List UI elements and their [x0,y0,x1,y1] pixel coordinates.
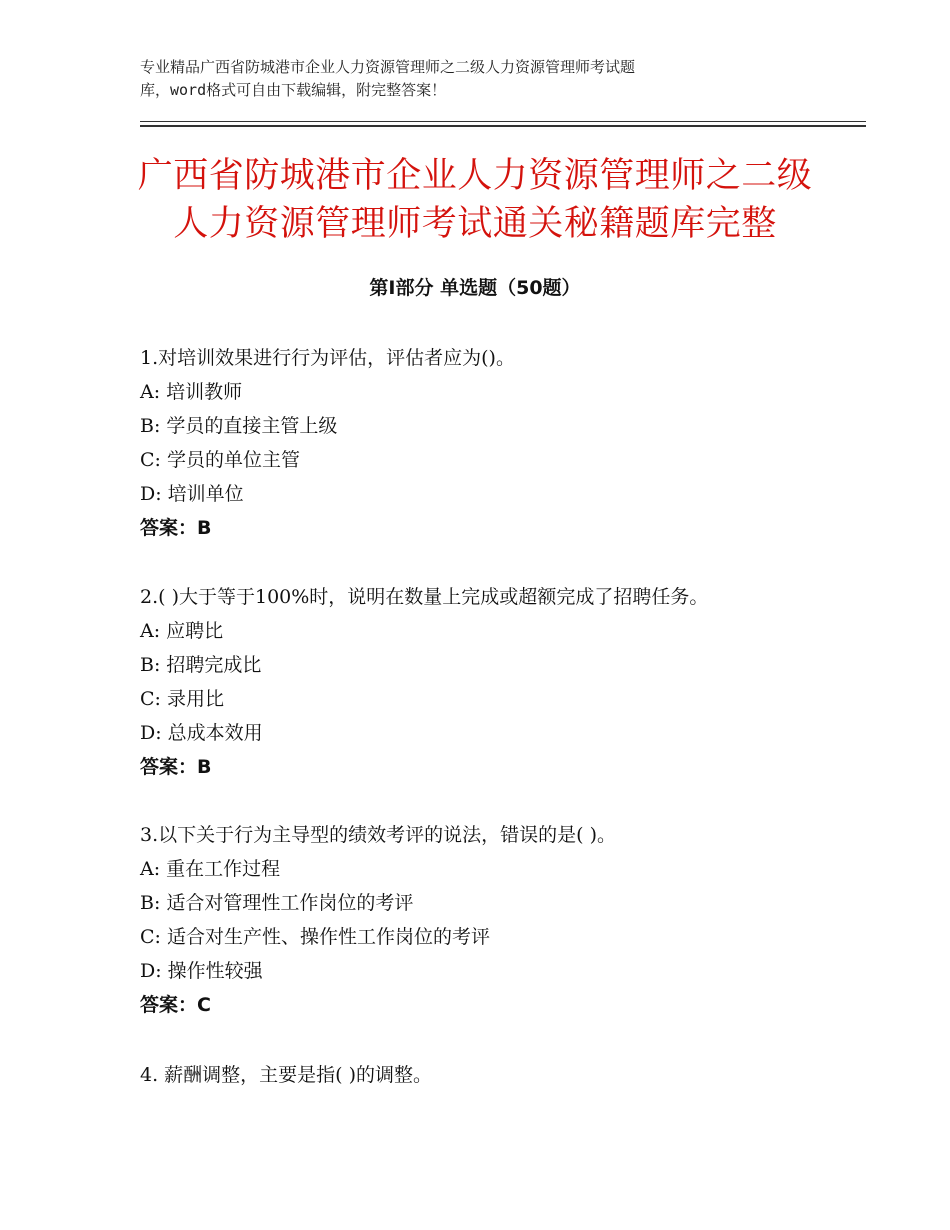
question-item [140,341,880,545]
option-a: A: 重在工作过程 [140,858,281,880]
option-b: B: 招聘完成比 [140,654,262,676]
answer-label: 答案：B [140,756,212,778]
header-note [140,56,790,102]
question-stem: 4. 薪酬调整，主要是指( )的调整。 [140,1064,433,1086]
option-b: B: 适合对管理性工作岗位的考评 [140,892,414,914]
header-divider-thick [140,125,866,127]
section-title: 第Ⅰ部分 单选题（50题） [369,277,581,299]
document-title-line-1: 广西省防城港市企业人力资源管理师之二级 [137,156,813,196]
question-stem: 2.( )大于等于100%时，说明在数量上完成或超额完成了招聘任务。 [140,586,709,608]
option-c: C: 适合对生产性、操作性工作岗位的考评 [140,926,490,948]
document-title-line-2: 人力资源管理师考试通关秘籍题库完整 [173,204,777,244]
question-stem: 1.对培训效果进行行为评估，评估者应为()。 [140,347,515,369]
option-d: D: 培训单位 [140,483,244,505]
answer-label: 答案：C [140,994,211,1016]
option-b: B: 学员的直接主管上级 [140,415,338,437]
question-stem: 3.以下关于行为主导型的绩效考评的说法，错误的是( )。 [140,824,616,846]
answer-label: 答案：B [140,517,212,539]
question-item [140,1058,880,1092]
question-item [140,580,880,784]
header-note-line-1: 专业精品广西省防城港市企业人力资源管理师之二级人力资源管理师考试题 [140,58,636,76]
option-d: D: 操作性较强 [140,960,263,982]
option-a: A: 培训教师 [140,381,243,403]
option-a: A: 应聘比 [140,620,224,642]
question-item [140,818,880,1022]
document-title [60,152,890,248]
option-d: D: 总成本效用 [140,722,263,744]
header-note-line-2: 库，word格式可自由下载编辑，附完整答案！ [140,81,447,99]
option-c: C: 学员的单位主管 [140,449,300,471]
header-divider-thin [140,121,866,122]
option-c: C: 录用比 [140,688,224,710]
